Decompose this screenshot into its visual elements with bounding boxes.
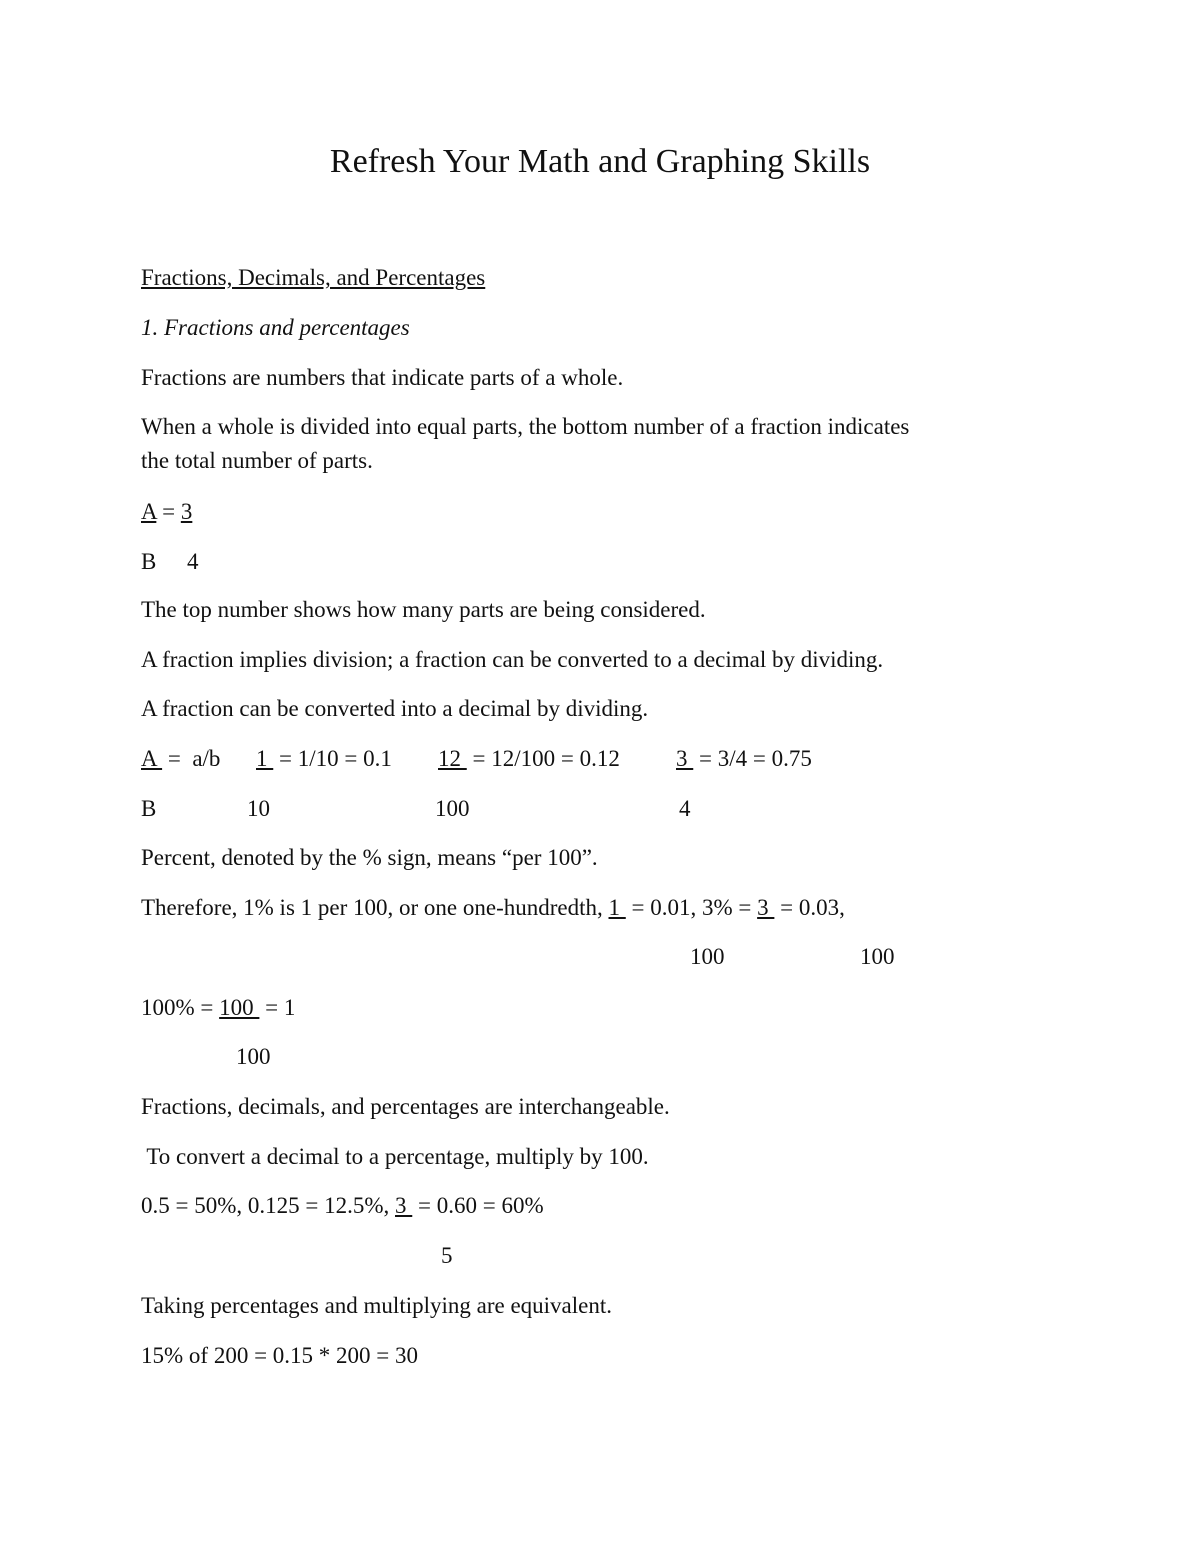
- fraction-equals: =: [156, 499, 181, 524]
- paragraph-percentages-multiplying: Taking percentages and multiplying are equivalent.: [141, 1293, 613, 1318]
- div-twelve-rest: = 12/100 = 0.12: [466, 746, 620, 771]
- percent-examples-line: [141, 893, 845, 923]
- percent-den-100-second: 100: [860, 944, 895, 969]
- conv-den-5: 5: [441, 1243, 453, 1268]
- paragraph-top-number: The top number shows how many parts are being considered.: [141, 597, 706, 622]
- paragraph-percent-definition: Percent, denoted by the % sign, means “per 100”.: [141, 845, 598, 870]
- document-title: Refresh Your Math and Graphing Skills: [329, 143, 871, 180]
- div-three-rest: = 3/4 = 0.75: [693, 746, 812, 771]
- hundred-text-b: = 1: [259, 995, 296, 1020]
- div-num-a: A: [141, 746, 163, 771]
- paragraph-divided-line1: When a whole is divided into equal parts, the bottom number of a fraction indicates: [141, 414, 910, 439]
- paragraph-interchangeable: Fractions, decimals, and percentages are interchangeable.: [141, 1094, 670, 1119]
- conv-text-a: 0.5 = 50%, 0.125 = 12.5%,: [141, 1193, 396, 1218]
- div-a-rest: = a/b: [162, 746, 221, 771]
- div-den-b: B: [141, 796, 157, 821]
- fraction-denominator-b: B: [141, 549, 157, 574]
- paragraph-fractions-definition: Fractions are numbers that indicate parts of a whole.: [141, 365, 624, 390]
- hundred-den: 100: [236, 1044, 271, 1069]
- hundred-percent-line: [141, 993, 295, 1023]
- div-den-10: 10: [247, 796, 270, 821]
- percent-num-1: 1: [608, 895, 626, 920]
- division-example-three-quarters: [676, 744, 812, 774]
- div-num-1: 1: [256, 746, 274, 771]
- subsection-heading: 1. Fractions and percentages: [141, 315, 410, 340]
- percent-text-c: = 0.03,: [774, 895, 845, 920]
- div-num-12: 12: [438, 746, 467, 771]
- paragraph-fraction-converted: A fraction can be converted into a decimal by dividing.: [141, 696, 649, 721]
- division-example-twelve-hundredths: [438, 744, 620, 774]
- division-examples-numerator-line: [141, 744, 220, 774]
- conv-num-3: 3: [395, 1193, 413, 1218]
- section-heading: Fractions, Decimals, and Percentages: [141, 265, 486, 290]
- fraction-denominator-4: 4: [187, 549, 199, 574]
- paragraph-percent-example: 15% of 200 = 0.15 * 200 = 30: [141, 1343, 419, 1368]
- fraction-numerator-a: A: [141, 499, 157, 524]
- division-example-one-tenth: [256, 744, 392, 774]
- hundred-num: 100: [219, 995, 260, 1020]
- div-one-rest: = 1/10 = 0.1: [273, 746, 392, 771]
- div-den-4: 4: [679, 796, 691, 821]
- paragraph-convert-decimal: To convert a decimal to a percentage, multiply by 100.: [141, 1144, 649, 1169]
- div-den-100: 100: [435, 796, 470, 821]
- conversion-examples-line: [141, 1191, 544, 1221]
- fraction-numerator-3: 3: [180, 499, 193, 524]
- conv-text-b: = 0.60 = 60%: [412, 1193, 544, 1218]
- hundred-text-a: 100% =: [141, 995, 220, 1020]
- percent-num-3: 3: [757, 895, 775, 920]
- fraction-example-numerator-line: [141, 497, 192, 527]
- percent-text-b: = 0.01, 3% =: [625, 895, 758, 920]
- percent-den-100-first: 100: [690, 944, 725, 969]
- paragraph-fraction-implies-division: A fraction implies division; a fraction can be converted to a decimal by dividing.: [141, 647, 884, 672]
- percent-text-a: Therefore, 1% is 1 per 100, or one one-hundredth,: [141, 895, 609, 920]
- paragraph-divided-line2: the total number of parts.: [141, 448, 373, 473]
- div-num-3: 3: [676, 746, 694, 771]
